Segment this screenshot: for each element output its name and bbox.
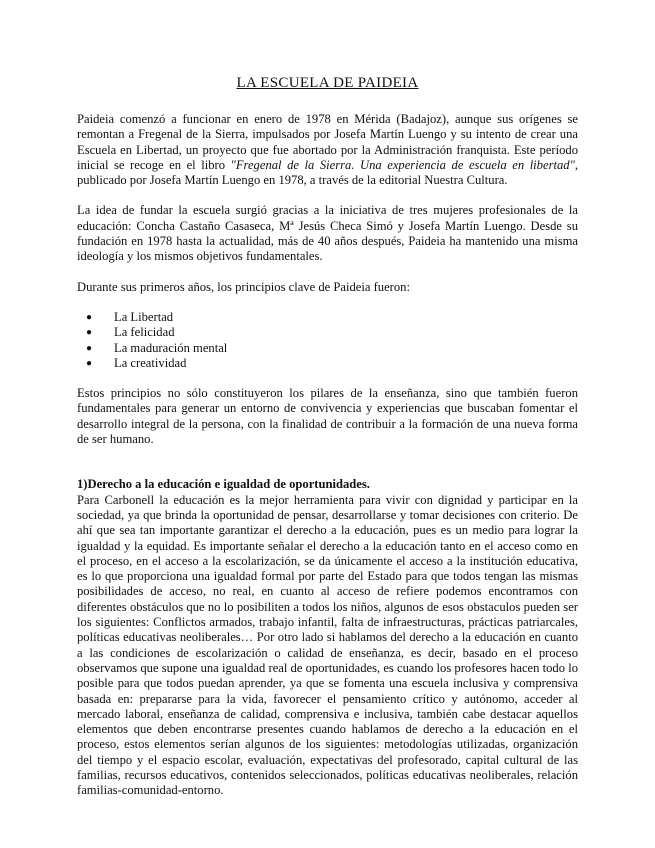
intro-text-end: , publicado por Josefa Martín Luengo en 1978, a través de la editorial Nuestra Cultura. (77, 157, 579, 188)
list-item (77, 356, 578, 371)
bullet-icon: ● (86, 311, 93, 323)
principle-label: La Libertad (114, 309, 174, 324)
document-page (77, 74, 578, 799)
principle-label: La maduración mental (114, 340, 228, 355)
principle-label: La creatividad (114, 355, 187, 370)
section-body: Para Carbonell la educación es la mejor herramienta para vivir con dignidad y participar en la sociedad, ya que brinda la oportunidad de pensar, desarrollarse y tomar decisiones con criterio. De ahí que sea tan importante garantizar el derecho a la educación, pues es un medio para lograr la igualdad y la equidad. Es importante señalar el derecho a la educación tanto en el acceso como en el proceso, en el acceso a la escolarización, se da únicamente el acceso a la institución educativa, es lo que proporciona una igualdad formal por parte del Estado para que todos tengan las mismas posibilidades de acceso, no real, en cuanto al acceso de refiere podemos encontramos con diferentes obstáculos que no lo posibiliten a todos los niños, algunos de esos obstaculos pueden ser los siguientes: Conflictos armados, trabajo infantil, falta de infraestructuras, prácticas patriarcales, políticas educativas neoliberales… Por otro lado si hablamos del derecho a la educación en cuanto a las condiciones de escolarización o calidad de enseñanza, es decir, basado en el proceso observamos que supone una igualdad real de oportunidades, es cuando los profesores hacen todo lo posible para que todos puedan aprender, ya que se fomenta una escuela inclusiva y comprensiva basada en: prepararse para la vida, favorecer el pensamiento crítico y autónomo, acceder al mercado laboral, enseñanza de calidad, comprensiva e inclusiva, también cabe destacar aquellos elementos que deben encontrarse presentes cuando hablamos de derecho a la educación en el proceso, estos elementos serían algunos de los siguientes: metodologías utilizadas, organización del tiempo y el espacio escolar, evaluación, expectativas del profesorado, capital cultural de las familias, recursos educativos, contenidos seleccionados, políticas educativas neoliberales, relación familias-comunidad-entorno. (77, 492, 578, 798)
bullet-icon: ● (86, 342, 93, 354)
list-item (77, 325, 578, 340)
founders-paragraph: La idea de fundar la escuela surgió gracias a la iniciativa de tres mujeres profesionales de la educación: Concha Castaño Casaseca, Mª Jesús Checa Simó y Josefa Martín Luengo. Desde su fundación en 1978 hasta la actualidad, más de 40 años después, Paideia ha mantenido una misma ideología y los mismos objetivos fundamentales. (77, 203, 578, 264)
principles-list (77, 310, 578, 371)
book-title: "Fregenal de la Sierra. Una experiencia de escuela en libertad" (230, 157, 575, 172)
list-item (77, 310, 578, 325)
principle-label: La felicidad (114, 325, 175, 340)
document-title: LA ESCUELA DE PAIDEIA (236, 75, 419, 91)
principles-conclusion: Estos principios no sólo constituyeron los pilares de la enseñanza, sino que también fueron fundamentales para generar un entorno de convivencia y experiencias que buscaban fomentar el desarrollo integral de la persona, con la finalidad de contribuir a la formación de una nueva forma de ser humano. (77, 386, 578, 447)
bullet-icon: ● (86, 327, 93, 339)
intro-text-start: Paideia comenzó a funcionar en enero de 1978 en Mérida (Badajoz), aunque sus orígenes se remontan a Fregenal de la Sierra, impulsados por Josefa Martín Luengo y su intento de crear una Escuela en Libertad, un proyecto que fue abortado por la Administración franquista. Este período inicial se recoge en el libro (77, 112, 578, 172)
section-spacer (77, 462, 578, 477)
bullet-icon: ● (86, 357, 93, 369)
section-heading: 1)Derecho a la educación e igualdad de oportunidades. (77, 477, 370, 492)
intro-paragraph (77, 112, 578, 188)
list-item (77, 341, 578, 356)
principles-intro: Durante sus primeros años, los principios clave de Paideia fueron: (77, 279, 410, 294)
